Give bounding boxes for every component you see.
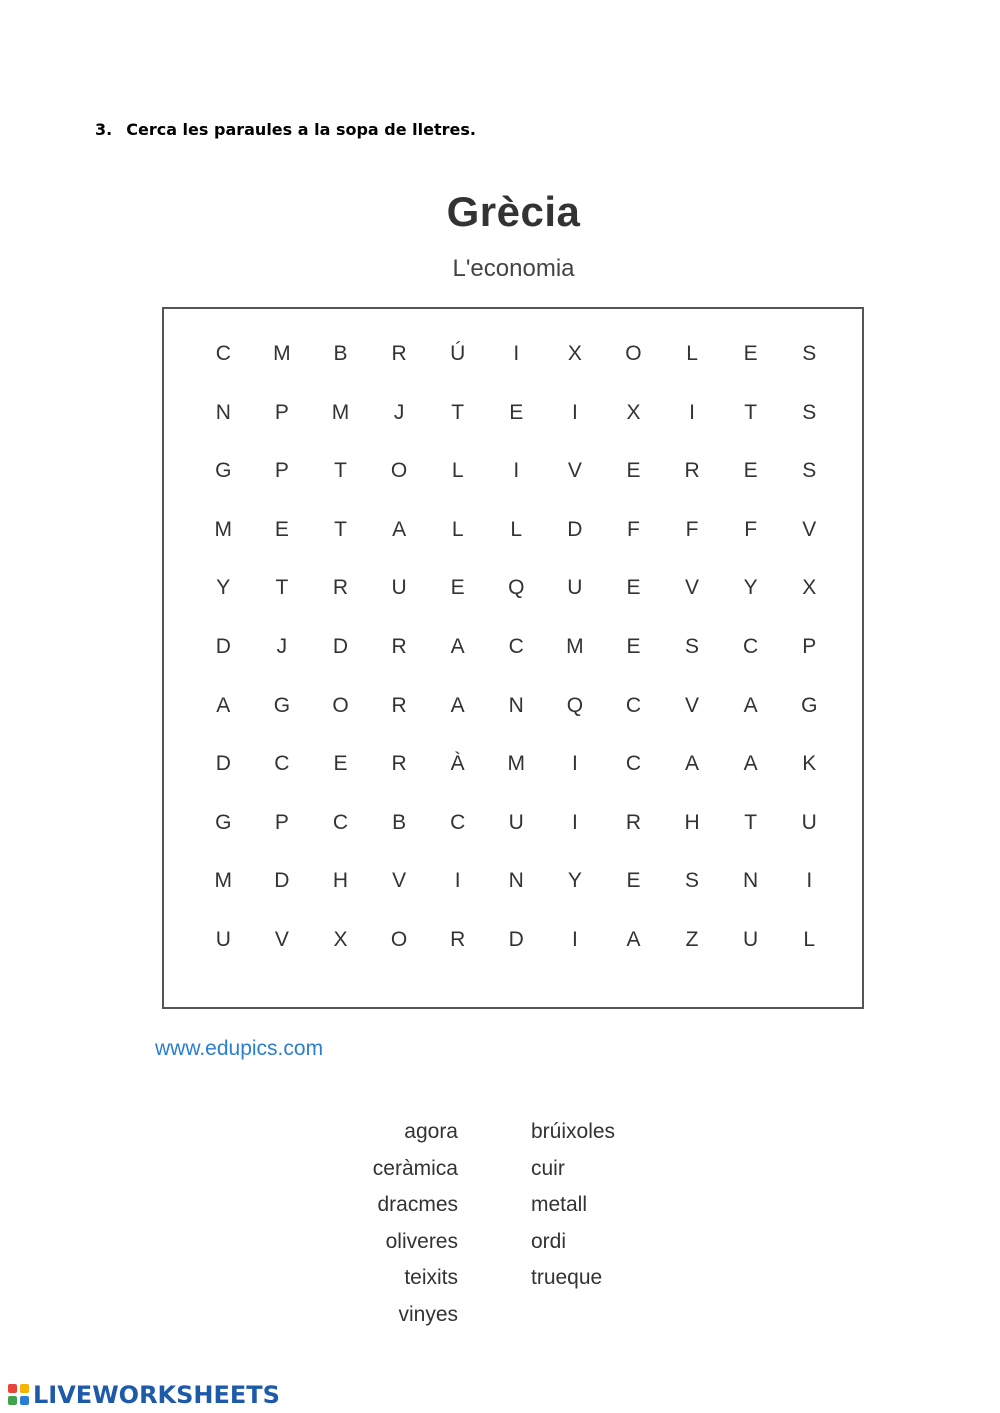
grid-cell[interactable]: B bbox=[392, 810, 407, 834]
word-item: brúixoles bbox=[531, 1120, 616, 1143]
grid-cell[interactable]: G bbox=[273, 693, 291, 717]
word-item: teixits bbox=[404, 1266, 458, 1290]
grid-cell[interactable]: R bbox=[450, 927, 466, 951]
grid-cell[interactable]: U bbox=[743, 927, 759, 951]
grid-cell[interactable]: J bbox=[276, 634, 288, 658]
grid-cell[interactable]: E bbox=[450, 576, 465, 600]
grid-cell[interactable]: A bbox=[450, 693, 465, 717]
instruction-text: Cerca les paraules a la sopa de lletres. bbox=[126, 120, 476, 139]
grid-cell[interactable]: L bbox=[451, 459, 464, 483]
grid-cell[interactable]: N bbox=[215, 400, 231, 424]
grid-cell[interactable]: A bbox=[216, 693, 231, 717]
grid-cell[interactable]: C bbox=[332, 810, 349, 834]
word-list-left bbox=[300, 1120, 458, 1340]
grid-cell[interactable]: O bbox=[390, 459, 408, 483]
grid-cell[interactable]: N bbox=[508, 693, 524, 717]
grid-cell[interactable]: A bbox=[743, 752, 758, 776]
grid-cell[interactable]: D bbox=[332, 634, 349, 658]
grid-cell[interactable]: R bbox=[391, 752, 407, 776]
grid-cell[interactable]: G bbox=[215, 810, 232, 834]
grid-cell[interactable]: K bbox=[802, 752, 817, 776]
grid-cell[interactable]: E bbox=[626, 634, 641, 658]
grid-cell[interactable]: M bbox=[214, 869, 233, 893]
grid-cell[interactable]: F bbox=[744, 517, 758, 541]
source-link[interactable]: www.edupics.com bbox=[155, 1037, 324, 1060]
footer-logo[interactable] bbox=[8, 1381, 280, 1409]
grid-cell[interactable]: C bbox=[625, 752, 642, 776]
grid-cell[interactable]: V bbox=[567, 459, 582, 483]
grid-cell[interactable]: R bbox=[684, 459, 700, 483]
grid-cell[interactable]: I bbox=[454, 869, 461, 893]
grid-cell[interactable]: G bbox=[215, 459, 232, 483]
word-item: ordi bbox=[531, 1229, 567, 1253]
grid-cell[interactable]: H bbox=[332, 869, 349, 893]
grid-cell[interactable]: X bbox=[333, 927, 348, 951]
grid-cell[interactable]: N bbox=[508, 869, 524, 893]
grid-cell[interactable]: U bbox=[215, 927, 231, 951]
grid-cell[interactable]: I bbox=[571, 752, 578, 776]
grid-cell[interactable]: D bbox=[215, 634, 231, 658]
grid-cell[interactable]: L bbox=[803, 927, 816, 951]
grid-cell[interactable]: B bbox=[333, 342, 348, 365]
grid-cell[interactable]: I bbox=[571, 927, 578, 951]
grid-cell[interactable]: S bbox=[685, 869, 700, 893]
grid-cell[interactable]: T bbox=[334, 517, 347, 541]
grid-cell[interactable]: N bbox=[743, 869, 759, 893]
grid-cell[interactable]: I bbox=[513, 459, 520, 483]
grid-cell[interactable]: L bbox=[451, 517, 464, 541]
grid-cell[interactable]: P bbox=[802, 634, 817, 658]
grid-cell[interactable]: V bbox=[802, 517, 817, 541]
grid-cell[interactable]: H bbox=[684, 810, 700, 834]
grid-cell[interactable]: L bbox=[686, 342, 698, 365]
word-item: dracmes bbox=[377, 1193, 458, 1217]
grid-cell[interactable]: L bbox=[510, 517, 523, 541]
word-list-right bbox=[531, 1120, 615, 1303]
word-item: metall bbox=[531, 1193, 588, 1217]
grid-cell[interactable]: F bbox=[627, 517, 640, 541]
grid-cell[interactable]: Ú bbox=[450, 342, 466, 365]
grid-cell[interactable]: I bbox=[571, 400, 578, 424]
grid-cell[interactable]: Z bbox=[685, 927, 699, 951]
grid-cell[interactable]: R bbox=[391, 693, 407, 717]
grid-cell[interactable]: O bbox=[390, 927, 408, 951]
grid-cell[interactable]: O bbox=[625, 342, 642, 365]
grid-cell[interactable]: Y bbox=[216, 576, 231, 600]
grid-cell[interactable]: A bbox=[450, 634, 465, 658]
grid-cell[interactable]: M bbox=[214, 517, 233, 541]
grid-cell[interactable]: V bbox=[274, 927, 289, 951]
grid-cell[interactable]: R bbox=[625, 810, 642, 834]
page-subtitle: L'economia bbox=[452, 255, 575, 282]
grid-cell[interactable]: V bbox=[685, 576, 700, 600]
grid-cell[interactable]: X bbox=[626, 400, 641, 424]
word-item: agora bbox=[404, 1120, 458, 1143]
grid-cell[interactable]: I bbox=[513, 342, 520, 365]
grid-cell[interactable]: E bbox=[274, 517, 289, 541]
grid-cell[interactable]: E bbox=[509, 400, 524, 424]
grid-cell[interactable]: Y bbox=[567, 869, 582, 893]
grid-cell[interactable]: S bbox=[802, 342, 817, 365]
instruction-number: 3. bbox=[95, 120, 113, 139]
grid-cell[interactable]: R bbox=[332, 576, 349, 600]
grid-cell[interactable]: T bbox=[744, 400, 758, 424]
grid-cell[interactable]: E bbox=[743, 459, 758, 483]
grid-cell[interactable]: M bbox=[566, 634, 584, 658]
word-item: trueque bbox=[531, 1266, 603, 1290]
grid-cell[interactable]: Y bbox=[743, 576, 758, 600]
grid-cell[interactable]: S bbox=[802, 459, 817, 483]
grid-cell[interactable]: I bbox=[806, 869, 813, 893]
grid-cell[interactable]: D bbox=[567, 517, 583, 541]
grid-cell[interactable]: T bbox=[451, 400, 465, 424]
grid-cell[interactable]: U bbox=[567, 576, 583, 600]
grid-cell[interactable]: F bbox=[685, 517, 699, 541]
grid-cell[interactable]: O bbox=[332, 693, 349, 717]
word-search-grid bbox=[194, 344, 839, 989]
grid-cell[interactable]: M bbox=[507, 752, 526, 776]
grid-cell[interactable]: X bbox=[567, 342, 582, 365]
grid-cell[interactable]: T bbox=[334, 459, 347, 483]
grid-cell[interactable]: A bbox=[392, 517, 407, 541]
grid-cell[interactable]: J bbox=[393, 400, 405, 424]
grid-cell[interactable]: R bbox=[391, 342, 407, 365]
word-item: oliveres bbox=[385, 1229, 458, 1253]
grid-cell[interactable]: C bbox=[743, 634, 759, 658]
grid-cell[interactable]: A bbox=[685, 752, 700, 776]
grid-cell[interactable]: R bbox=[391, 634, 407, 658]
grid-cell[interactable]: C bbox=[215, 342, 231, 365]
grid-cell[interactable]: E bbox=[626, 869, 641, 893]
grid-cell[interactable]: T bbox=[275, 576, 289, 600]
grid-cell[interactable]: C bbox=[274, 752, 290, 776]
grid-cell[interactable]: E bbox=[626, 459, 641, 483]
grid-cell[interactable]: X bbox=[802, 576, 817, 600]
grid-cell[interactable]: À bbox=[450, 752, 465, 776]
grid-cell[interactable]: D bbox=[508, 927, 524, 951]
grid-cell[interactable]: M bbox=[331, 400, 350, 424]
grid-cell[interactable]: Q bbox=[508, 576, 525, 600]
page-title: Grècia bbox=[446, 188, 581, 235]
grid-cell[interactable]: U bbox=[801, 810, 817, 834]
grid-cell[interactable]: D bbox=[215, 752, 231, 776]
grid-cell[interactable]: A bbox=[743, 693, 758, 717]
grid-cell[interactable]: U bbox=[508, 810, 524, 834]
grid-cell[interactable]: C bbox=[625, 693, 642, 717]
grid-cell[interactable]: V bbox=[392, 869, 407, 893]
grid-cell[interactable]: G bbox=[801, 693, 818, 717]
grid-cell[interactable]: I bbox=[571, 810, 578, 834]
grid-cell[interactable]: S bbox=[802, 400, 817, 424]
grid-cell[interactable]: E bbox=[743, 342, 758, 365]
grid-cell[interactable]: A bbox=[626, 927, 641, 951]
grid-cell[interactable]: E bbox=[626, 576, 641, 600]
word-item: ceràmica bbox=[372, 1156, 458, 1180]
footer-brand: LIVEWORKSHEETS bbox=[33, 1381, 280, 1409]
grid-cell[interactable]: T bbox=[744, 810, 758, 834]
grid-cell[interactable]: P bbox=[274, 459, 289, 483]
grid-cell[interactable]: S bbox=[685, 634, 700, 658]
grid-cell[interactable]: I bbox=[689, 400, 695, 424]
grid-cell[interactable]: P bbox=[274, 400, 289, 424]
grid-cell[interactable]: E bbox=[333, 752, 348, 776]
grid-cell[interactable]: V bbox=[685, 693, 700, 717]
grid-cell[interactable]: Q bbox=[566, 693, 584, 717]
grid-cell[interactable]: P bbox=[274, 810, 289, 834]
word-item: cuir bbox=[531, 1156, 565, 1180]
instruction bbox=[95, 120, 476, 139]
grid-cell[interactable]: M bbox=[273, 342, 291, 365]
grid-cell[interactable]: C bbox=[450, 810, 466, 834]
word-item: vinyes bbox=[398, 1302, 458, 1326]
liveworksheets-icon bbox=[8, 1384, 30, 1406]
grid-cell[interactable]: U bbox=[391, 576, 407, 600]
grid-cell[interactable]: C bbox=[508, 634, 524, 658]
grid-cell[interactable]: D bbox=[274, 869, 290, 893]
word-search-box bbox=[162, 307, 864, 1009]
